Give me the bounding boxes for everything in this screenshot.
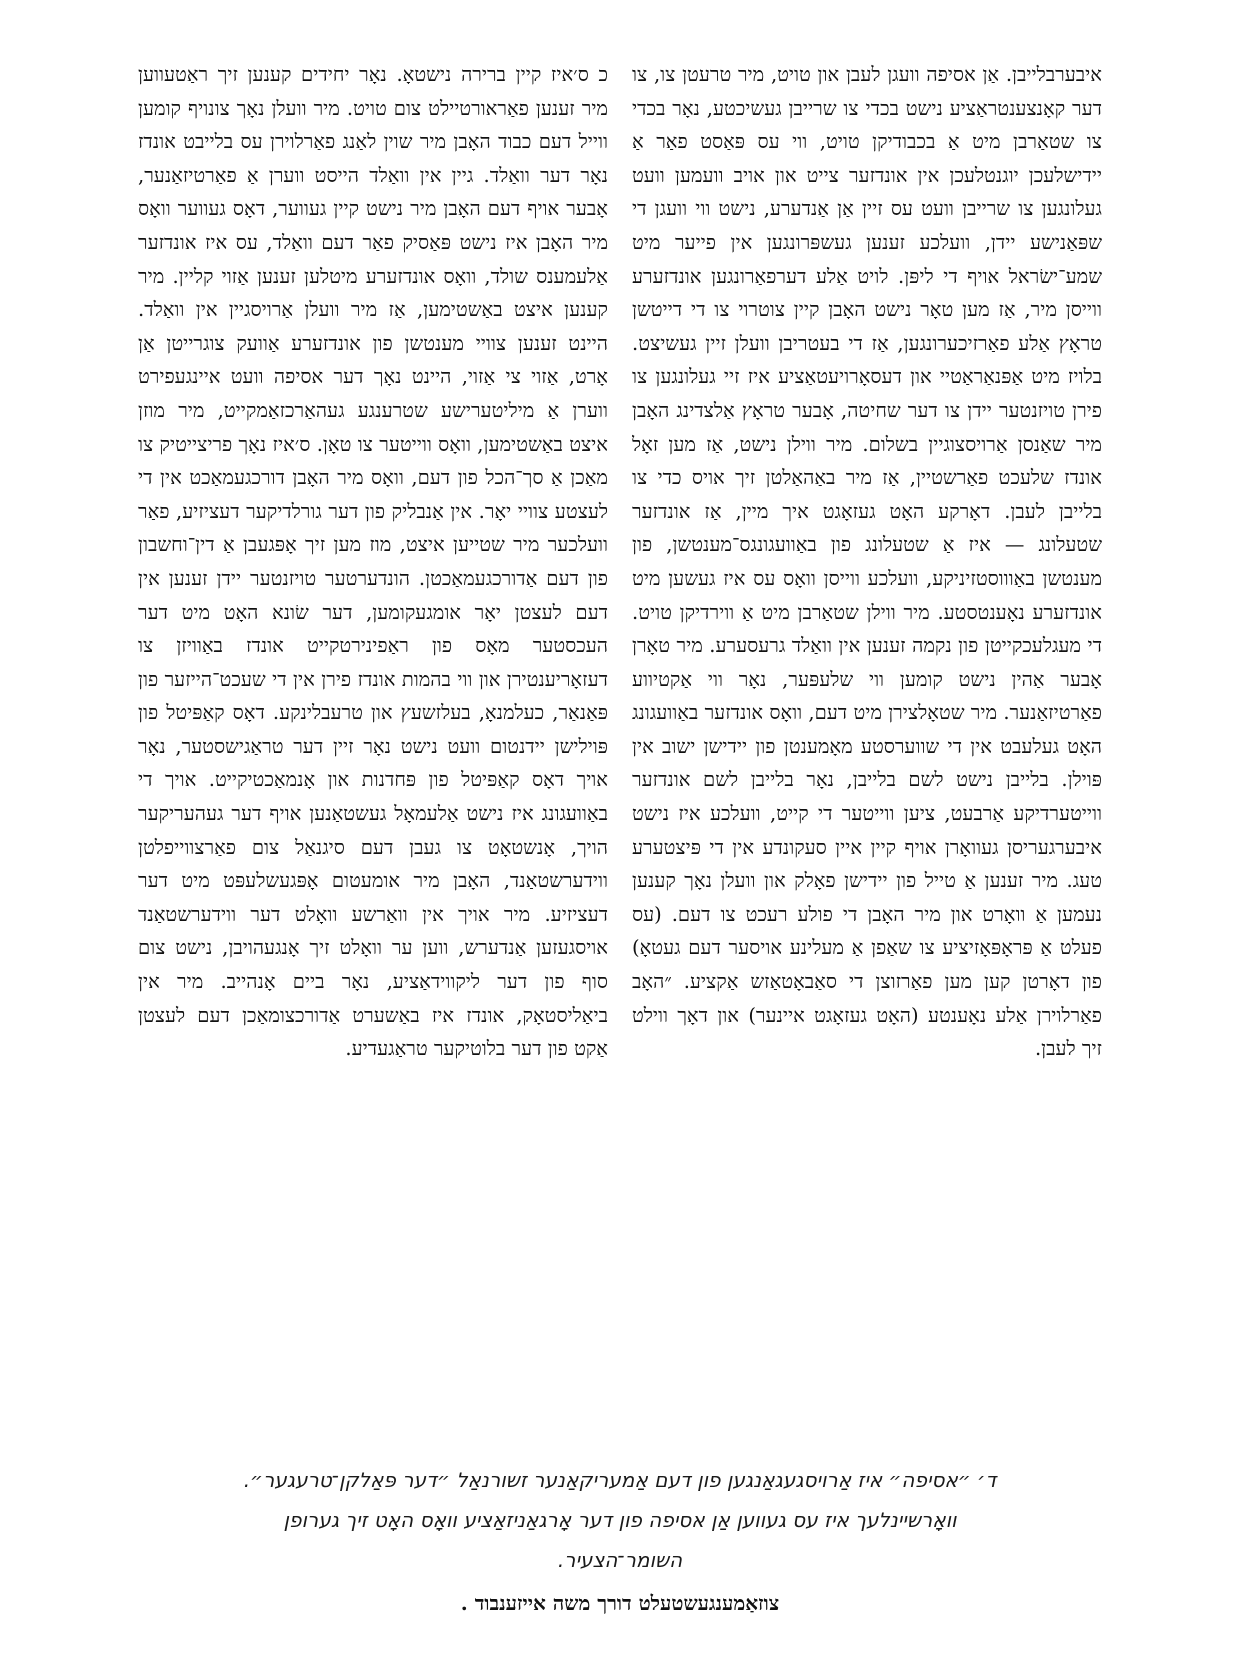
footnote-line-3: השומר־הצעיר.	[557, 1548, 683, 1572]
right-column-text: איבערבלייבן. אַן אסיפה וועגן לעבן און טויט, מיר טרעטן צו, צו דער קאָנצענטראַציע נישט בכדי צו שרייבן געשיכטע, נאָר בכדי צו שטאַרבן מיט אַ בכבודיקן טויט, ווי עס פּאַסט פאַר אַ יידישלעכן יוגנטלעכן אין אונדזער צייט און אויב וועמען וועט געלונגען צו שרייבן וועט עס זיין אַן אַנדערע, נישט ווי וועגן די שפּאַנישע יידן, וועלכע זענען געשפּרונגען אין פייער מיט שמע־ישׂראל אויף די ליפּן. לויט אַלע דערפאַרונגען אונדזערע ווייסן מיר, אַז מען טאָר נישט האָבן קיין צוטרוי צו די דייטשן טראָץ אַלע פאַרזיכערונגען, אַז די בעטריבן וועלן זיין געשיצט. בלויז מיט אַפּנאַראַטיי און דעסאָרויעטאַציע איז זיי געלונגען צו פירן טויזנטער יידן צו דער שחיטה, אָבער טראָץ אַלצדינג האָבן מיר שאַנסן אַרויסצוגיין בשלום. מיר ווילן נישט, אַז מען זאָל אונדז שלעכט פאַרשטיין, אַז מיר באַהאַלטן זיך אויס כדי צו בלייבן לעבן. דאָרקע האָט געזאָגט איך מיין, אַז אונדזער שטעלונג — איז אַ שטעלונג פון באַוועגונגס־מענטשן, פון מענטשן באַוווסטזיניקע, וועלכע ווייסן וואָס עס איז געשען מיט אונדזערע נאָענטסטע. מיר ווילן שטאַרבן מיט אַ ווירדיקן טויט. די מעגלעכקייטן פון נקמה זענען אין וואַלד גרעסערע. מיר טאָרן אָבער אַהין נישט קומען ווי שלעפּער, נאָר ווי אַקטיווע פאַרטיזאַנער. מיר שטאָלצירן מיט דעם, וואָס אונדזער באַוועגונג האָט געלעבט אין די שווערסטע מאָמענטן פון יידישן ישוב אין פּוילן. בלייבן נישט לשם בלייבן, נאָר בלייבן לשם אונדזער ווייטערדיקע אַרבעט, ציען ווייטער די קייט, וועלכע איז נישט איבערגעריסן געוואָרן אויף קיין איין סעקונדע אין די פּיצטערע טעג. מיר זענען אַ טייל פון יידישן פאָלק און וועלן נאָך קענען נעמען אַ וואָרט און מיר האָבן די פולע רעכט צו דעם. (עס פעלט אַ פּראָפּאָזיציע צו שאַפן אַ מעלינע אויסער דעם געטאָ) פון דאָרטן קען מען פאַרזוצן די סאַבאָטאַזש אַקציע. ״האָב פאַרלוירן אַלע נאָענטע (האָט געזאָגט איינער) און דאָך ווילט זיך לעבן.	[632, 63, 1102, 1061]
right-column	[632, 58, 1102, 1452]
text-columns	[138, 58, 1102, 1452]
compiler-credit: צוזאַמענגעשטעלט דורך משה אייזענבוד .	[460, 1591, 780, 1615]
left-column-text: כ ס׳איז קיין ברירה נישטאָ. נאָר יחידים קענען זיך ראַטעווען מיר זענען פאַראורטיילט צום טויט. מיר וועלן נאָך צונויף קומען ווייל דעם כבוד האָבן מיר שוין לאַנג פאַרלוירן עס בלייבט אונדז נאָר דער וואַלד. גיין אין וואַלד הייסט ווערן אַ פאַרטיזאַנער, אָבער אויף דעם האָבן מיר נישט קיין געווער, דאָס געווער וואָס מיר האָבן איז נישט פּאַסיק פאַר דעם וואַלד, עס איז אונדזער אַלעמענס שולד, וואָס אונדזערע מיטלען זענען אַזוי קליין. מיר קענען איצט באַשטימען, אַז מיר וועלן אַרויסגיין אין וואַלד. היינט זענען צוויי מענטשן פון אונדזערע אַוועק צוגרייטן אַן אָרט, אַזוי צי אַזוי, היינט נאָך דער אסיפה וועט איינגעפירט ווערן אַ מיליטערישע שטרענגע געהאַרכזאַמקייט, מיר מוזן איצט באַשטימען, וואָס ווייטער צו טאָן. ס׳איז נאָך פריצייטיק צו מאַכן אַ סך־הכל פון דעם, וואָס מיר האָבן דורכגעמאַכט אין די לעצטע צוויי יאָר. אין אַנבליק פון דער גורלדיקער דעציזיע, פאַר וועלכער מיר שטייען איצט, מוז מען זיך אָפּגעבן אַ דין־וחשבון פון דעם אַדורכגעמאַכטן. הונדערטער טויזנטער יידן זענען אין דעם לעצטן יאָר אומגעקומען, דער שׂונא האָט מיט דער העכסטער מאָס פון ראַפינירטקייט אונדז באַוויזן צו דעזאָריענטירן און ווי בהמות אונדז פירן אין די שעכט־הייזער פון פּאַנאַר, כעלמנאָ, בעלזשעץ און טרעבלינקע. דאָס קאַפּיטל פון פּוילישן יידנטום וועט נישט נאָר זיין דער טראַגישסטער, נאָר אויך דאָס קאַפּיטל פון פּחדנות און אָנמאַכטיקייט. אויך די באַוועגונג איז נישט אַלעמאָל געשטאַנען אויף דער געהעריקער הויך, אָנשטאָט צו געבן דעם סיגנאַל צום פאַרצווייפלטן ווידערשטאַנד, האָבן מיר אומעטום אָפּגעשלעפּט מיט דער דעציזיע. מיר אויך אין וואַרשע וואָלט דער ווידערשטאַנד אויסגעזען אַנדערש, ווען ער וואָלט זיך אָנגעהויבן, נישט צום סוף פון דער ליקווידאַציע, נאָר ביים אָנהייב. מיר אין ביאַליסטאָק, אונדז איז באַשערט אַדורכצומאַכן דעם לעצטן אַקט פון דער בלוטיקער טראַגעדיע.	[138, 63, 608, 1061]
footnote-line-2: וואָרשיינלעך איז עס געווען אַן אסיפה פון דער אָרגאַניזאַציע וואָס האָט זיך גערופן	[283, 1508, 957, 1532]
footer-notes	[120, 1460, 1120, 1620]
footnote-line-1: ד׳ ״אסיפה״ איז אַרויסגעגאַנגען פון דעם אַמעריקאַנער זשורנאַל ״דער פּאַלקן־טרעגער״.	[243, 1468, 997, 1492]
left-column	[138, 58, 608, 1452]
